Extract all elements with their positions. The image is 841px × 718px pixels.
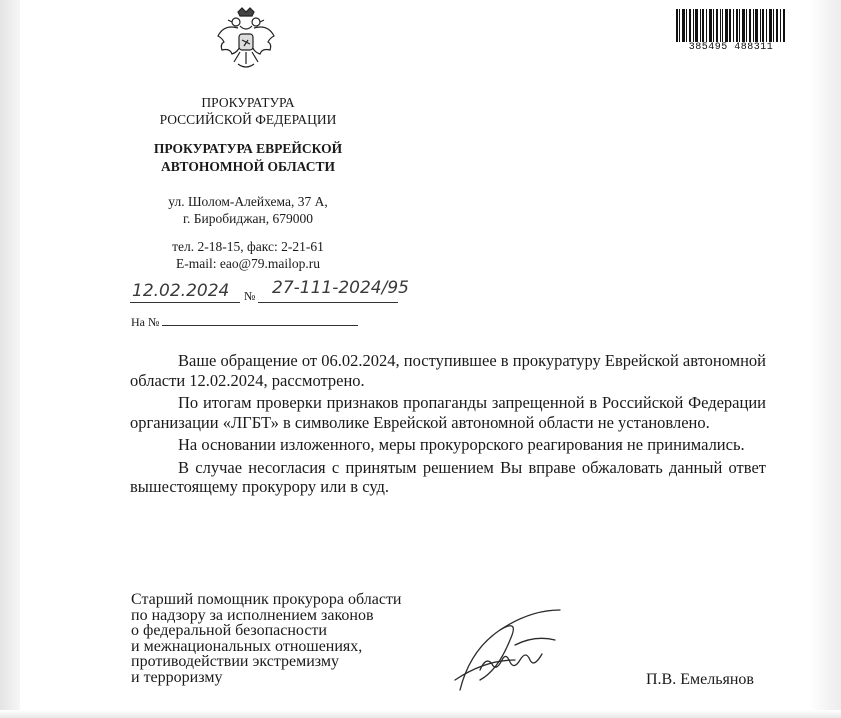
signer-name: П.В. Емельянов	[646, 671, 754, 688]
scan-edge-shadow-right	[809, 0, 841, 718]
scan-edge-shadow	[0, 0, 20, 718]
signer-position-line: и межнациональных отношениях,	[131, 637, 363, 655]
dept-name-line2: АВТОНОМНОЙ ОБЛАСТИ	[160, 159, 335, 174]
registration-number: 27-111-2024/95	[272, 278, 409, 298]
coat-of-arms-icon	[214, 4, 278, 74]
registration-date: 12.02.2024	[132, 281, 230, 301]
signer-position-line: Старший помощник прокурора области	[131, 591, 402, 608]
address-line2: г. Биробиджан, 679000	[183, 211, 313, 226]
signer-position-line: о федеральной безопасности	[131, 622, 327, 639]
signer-position-line: и терроризму	[131, 668, 223, 686]
reply-to-underline	[162, 325, 358, 326]
letter-body	[130, 351, 766, 500]
reply-to-label: На №	[131, 315, 160, 329]
scan-bottom-edge	[0, 710, 841, 718]
body-paragraph-3: На основании изложенного, меры прокурорского реагирования не принимались.	[178, 435, 745, 454]
number-underline	[258, 302, 398, 303]
signer-position-line: по надзору за исполнением законов	[131, 606, 374, 624]
phone-fax: тел. 2-18-15, факс: 2-21-61	[172, 239, 324, 254]
body-paragraph-4: В случае несогласия с принятым решением Вы вправе обжаловать данный ответ вышестоящему прокурору или в суд.	[130, 457, 766, 496]
dept-name-line1: ПРОКУРАТУРА ЕВРЕЙСКОЙ	[153, 141, 343, 156]
email: E-mail: eao@79.mailop.ru	[175, 256, 321, 271]
org-name-line1: ПРОКУРАТУРА	[201, 95, 295, 110]
barcode	[676, 9, 786, 53]
date-underline	[130, 302, 240, 303]
body-paragraph-2: По итогам проверки признаков пропаганды запрещенной в Российской Федерации организации «ЛГБТ» в символике Еврейской автономной области не установлено.	[130, 393, 766, 432]
signer-position-line: противодействии экстремизму	[131, 653, 340, 670]
barcode-number: 385495 488311	[688, 42, 774, 53]
signer-position	[131, 592, 402, 685]
org-name-line2: РОССИЙСКОЙ ФЕДЕРАЦИИ	[159, 112, 337, 127]
number-label: №	[244, 289, 256, 303]
body-paragraph-1: Ваше обращение от 06.02.2024, поступившее в прокуратуру Еврейской автономной области 12.02.2024, рассмотрено.	[130, 351, 766, 390]
address-line1: ул. Шолом-Алейхема, 37 А,	[168, 194, 328, 209]
barcode-bars	[676, 9, 786, 42]
handwritten-signature-icon	[440, 600, 580, 700]
